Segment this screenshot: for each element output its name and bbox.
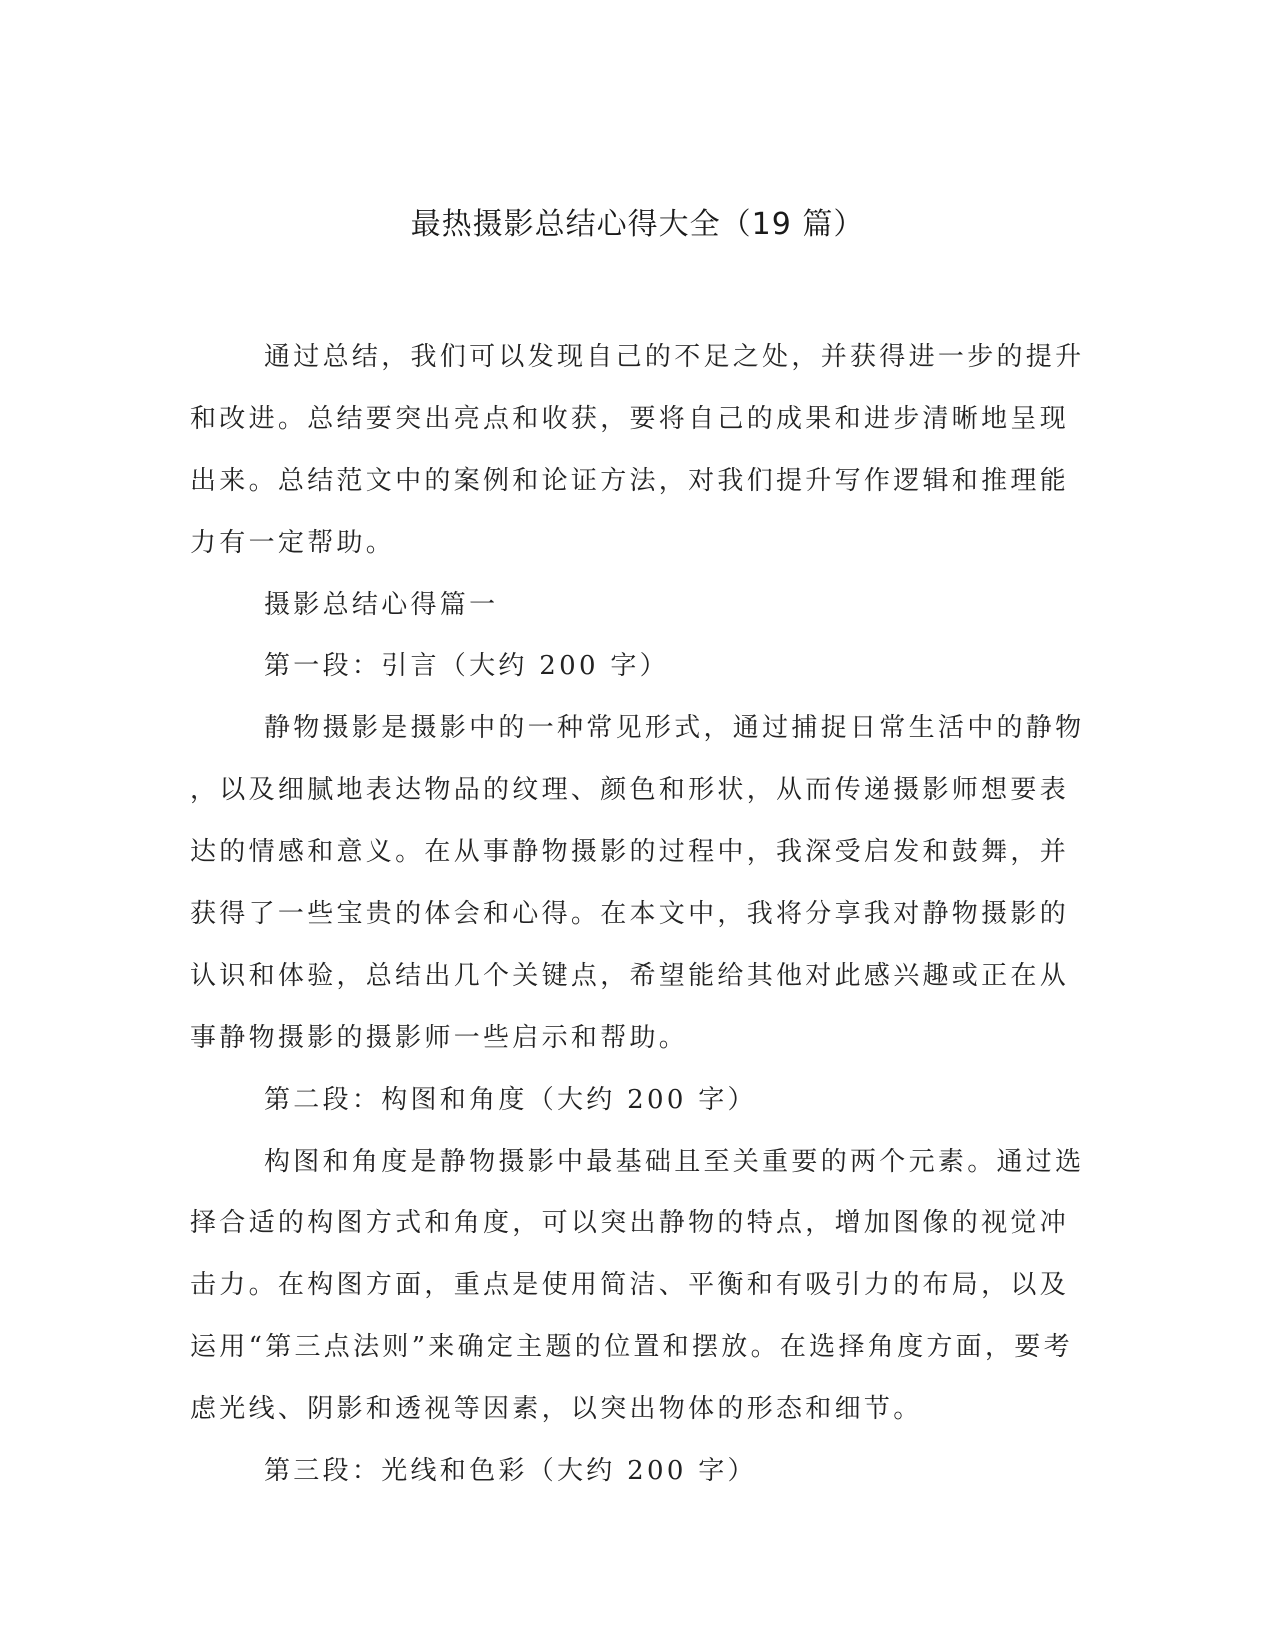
section-heading: 摄影总结心得篇一 xyxy=(264,589,499,620)
document-title: 最热摄影总结心得大全（19 篇） xyxy=(410,207,865,242)
paragraph-line: 出来。总结范文中的案例和论证方法，对我们提升写作逻辑和推理能 xyxy=(190,465,1070,496)
paragraph-line: 静物摄影是摄影中的一种常见形式，通过捕捉日常生活中的静物 xyxy=(264,713,1085,744)
paragraph-line: 力有一定帮助。 xyxy=(190,527,396,558)
paragraph-line: 和改进。总结要突出亮点和收获，要将自己的成果和进步清晰地呈现 xyxy=(190,403,1070,434)
subsection-heading: 第三段：光线和色彩（大约 200 字） xyxy=(264,1456,757,1487)
paragraph-line: 认识和体验，总结出几个关键点，希望能给其他对此感兴趣或正在从 xyxy=(190,960,1070,991)
subsection-heading: 第一段：引言（大约 200 字） xyxy=(264,651,669,682)
paragraph-line: 获得了一些宝贵的体会和心得。在本文中，我将分享我对静物摄影的 xyxy=(190,899,1070,930)
paragraph-line: 事静物摄影的摄影师一些启示和帮助。 xyxy=(190,1022,689,1053)
paragraph-line: 达的情感和意义。在从事静物摄影的过程中，我深受启发和鼓舞，并 xyxy=(190,837,1070,868)
paragraph-line: 虑光线、阴影和透视等因素，以突出物体的形态和细节。 xyxy=(190,1394,923,1425)
paragraph-line: 运用“第三点法则”来确定主题的位置和摆放。在选择角度方面，要考 xyxy=(190,1332,1073,1363)
paragraph-line: 通过总结，我们可以发现自己的不足之处，并获得进一步的提升 xyxy=(264,342,1085,372)
paragraph-line: 构图和角度是静物摄影中最基础且至关重要的两个元素。通过选 xyxy=(264,1146,1085,1177)
paragraph-line: 择合适的构图方式和角度，可以突出静物的特点，增加图像的视觉冲 xyxy=(190,1208,1070,1239)
document-body xyxy=(190,327,1085,1503)
paragraph-line: 击力。在构图方面，重点是使用简洁、平衡和有吸引力的布局，以及 xyxy=(190,1270,1070,1301)
paragraph-line: ，以及细腻地表达物品的纹理、颜色和形状，从而传递摄影师想要表 xyxy=(190,775,1070,806)
subsection-heading: 第二段：构图和角度（大约 200 字） xyxy=(264,1084,757,1115)
